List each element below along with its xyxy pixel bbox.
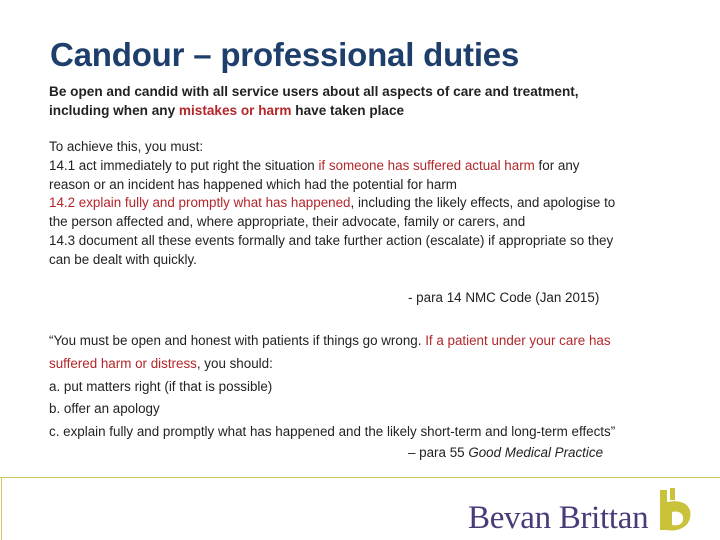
- gmp-citation-prefix: – para 55: [408, 445, 469, 460]
- quote-line-1: [49, 330, 699, 353]
- lead-line-1: Be open and candid with all service users about all aspects of care and treatment,: [49, 84, 579, 99]
- lead-highlight: mistakes or harm: [178, 103, 292, 118]
- quote-line-2: [49, 353, 699, 376]
- slide-title: Candour – professional duties: [50, 36, 520, 73]
- para14-item-1-highlight: if someone has suffered actual harm: [318, 157, 535, 173]
- quote-item-c: c. explain fully and promptly what has happened and the likely short-term and long-term effects”: [49, 424, 616, 440]
- para14-item-1-text: 14.1 act immediately to put right the situation: [49, 157, 319, 173]
- lead-text: including when any: [49, 103, 179, 118]
- para14-item-3: 14.3 document all these events formally and take further action (escalate) if appropriate so they: [49, 232, 614, 248]
- quote-item-b: b. offer an apology: [49, 401, 160, 417]
- para14-item-2-cont: the person affected and, where appropriate, their advocate, family or carers, and: [49, 214, 526, 230]
- gmc-quote: [49, 330, 699, 444]
- quote-line-1-text: “You must be open and honest with patients if things go wrong.: [49, 333, 426, 348]
- quote-line-2-highlight: suffered harm or distress: [49, 355, 197, 371]
- lead-line-2: [49, 101, 689, 120]
- footer-left-divider: [1, 477, 2, 540]
- quote-item-a: a. put matters right (if that is possible): [49, 378, 273, 394]
- para14-item-1: [49, 157, 699, 176]
- para14-item-2-highlight: 14.2 explain fully and promptly what has happened: [49, 195, 351, 211]
- para14-item-2-tail: , including the likely effects, and apologise to: [350, 195, 616, 211]
- para14-item-1-tail: for any: [534, 157, 580, 173]
- nmc-citation: - para 14 NMC Code (Jan 2015): [408, 290, 600, 305]
- lead-statement: [49, 82, 689, 120]
- bevan-brittan-logo: [468, 488, 694, 537]
- para14-intro: To achieve this, you must:: [49, 139, 204, 154]
- logo-wordmark: Bevan Brittan: [468, 500, 649, 536]
- bb-monogram-icon: [658, 488, 694, 537]
- para14-item-2: [49, 194, 699, 213]
- gmp-citation-title: Good Medical Practice: [468, 445, 604, 460]
- para14-item-1-cont: reason or an incident has happened which had the potential for harm: [49, 176, 457, 192]
- lead-text-end: have taken place: [291, 103, 405, 118]
- footer-divider: [0, 477, 720, 478]
- nmc-code-paragraph: [49, 138, 699, 270]
- gmp-citation: [408, 445, 603, 460]
- quote-line-2-text: , you should:: [196, 355, 273, 371]
- para14-item-3-cont: can be dealt with quickly.: [49, 251, 197, 267]
- quote-line-1-highlight: If a patient under your care has: [425, 333, 611, 348]
